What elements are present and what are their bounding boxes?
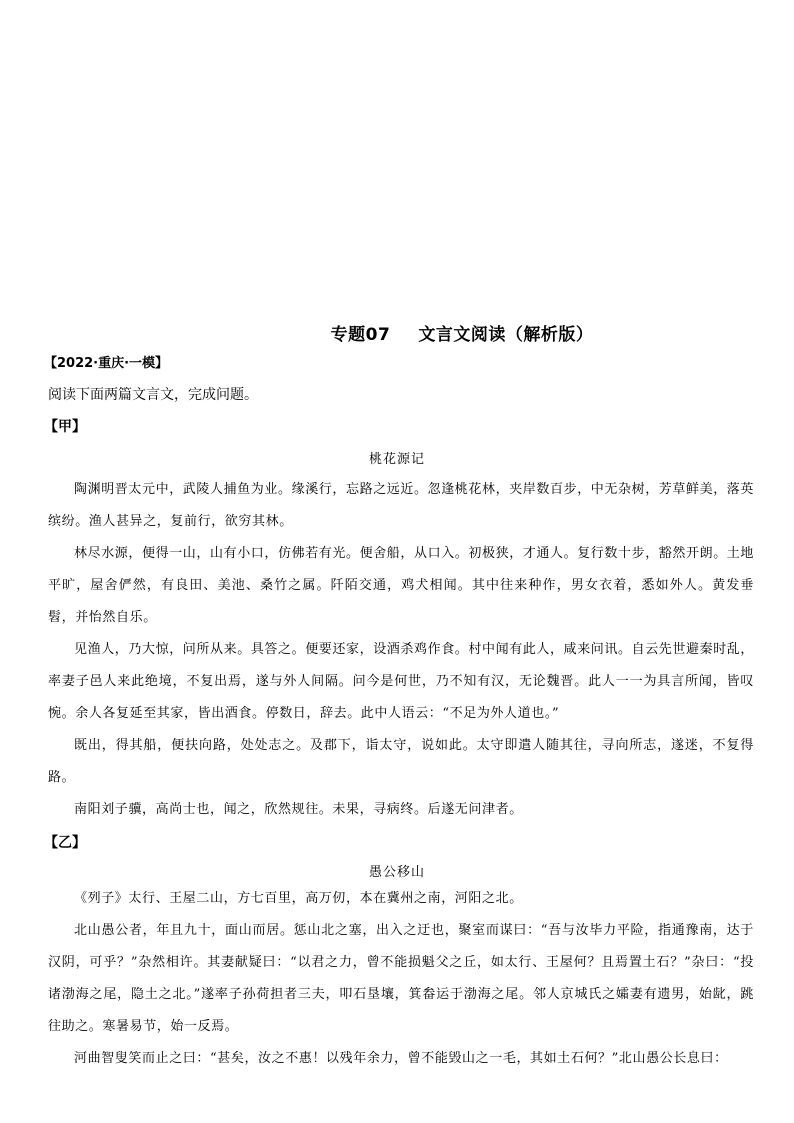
question-instruction: 阅读下面两篇文言文，完成问题。 (48, 387, 258, 403)
section-a-paragraph: 林尽水源，便得一山，山有小口，仿佛若有光。便舍船，从口入。初极狭，才通人。复行数十步，豁然开朗。土地平旷，屋舍俨然，有良田、美池、桑竹之属。阡陌交通，鸡犬相闻。其中往来种作，男女衣着，悉如外人。黄发垂髫，并怡然自乐。 (48, 546, 755, 625)
title-topic-name: 文言文阅读（解析版） (418, 325, 594, 345)
section-b-label: 【乙】 (44, 835, 86, 851)
section-a-text-title: 桃花源记 (368, 452, 425, 467)
title-topic-number: 专题07 (330, 325, 391, 345)
section-b-body (48, 883, 754, 1075)
section-a-body (48, 474, 754, 826)
section-b-paragraph: 北山愚公者，年且九十，面山而居。惩山北之塞，出入之迂也，聚室而谋曰：“吾与汝毕力平险，指通豫南，达于汉阴，可乎？”杂然相许。其妻献疑曰：“以君之力，曾不能损魁父之丘，如太行、王屋何？且焉置土石？”杂曰：“投诸渤海之尾，隐土之北。”遂率子孙荷担者三夫，叩石垦壤，箕畚运于渤海之尾。邻人京城氏之孀妻有遗男，始龀，跳往助之。寒暑易节，始一反焉。 (48, 923, 754, 1034)
section-b-paragraph: 河曲智叟笑而止之曰：“甚矣，汝之不惠！以残年余力，曾不能毁山之一毛，其如土石何？”北山愚公长息曰： (74, 1051, 728, 1066)
document-title (0, 320, 794, 345)
section-a-paragraph: 既出，得其船，便扶向路，处处志之。及郡下，诣太守，说如此。太守即遣人随其往，寻向所志，遂迷，不复得路。 (48, 738, 754, 785)
section-a-paragraph: 陶渊明晋太元中，武陵人捕鱼为业。缘溪行，忘路之远近。忽逢桃花林，夹岸数百步，中无杂树，芳草鲜美，落英缤纷。渔人甚异之，复前行，欲穷其林。 (48, 482, 755, 529)
section-a-label: 【甲】 (44, 419, 86, 435)
section-a-paragraph: 南阳刘子骥，高尚士也，闻之，欣然规往。未果，寻病终。后遂无问津者。 (74, 802, 523, 817)
question-source: 【2022·重庆·一模】 (44, 356, 169, 371)
section-b-text-title: 愚公移山 (368, 865, 425, 880)
section-a-paragraph: 见渔人，乃大惊，问所从来。具答之。便要还家，设酒杀鸡作食。村中闻有此人，咸来问讯。自云先世避秦时乱，率妻子邑人来此绝境，不复出焉，遂与外人间隔。问今是何世，乃不知有汉，无论魏晋。此人一一为具言所闻，皆叹惋。余人各复延至其家，皆出酒食。停数日，辞去。此中人语云：“不足为外人道也。” (48, 642, 755, 721)
section-b-paragraph: 《列子》太行、王屋二山，方七百里，高万仞，本在冀州之南，河阳之北。 (74, 891, 523, 906)
